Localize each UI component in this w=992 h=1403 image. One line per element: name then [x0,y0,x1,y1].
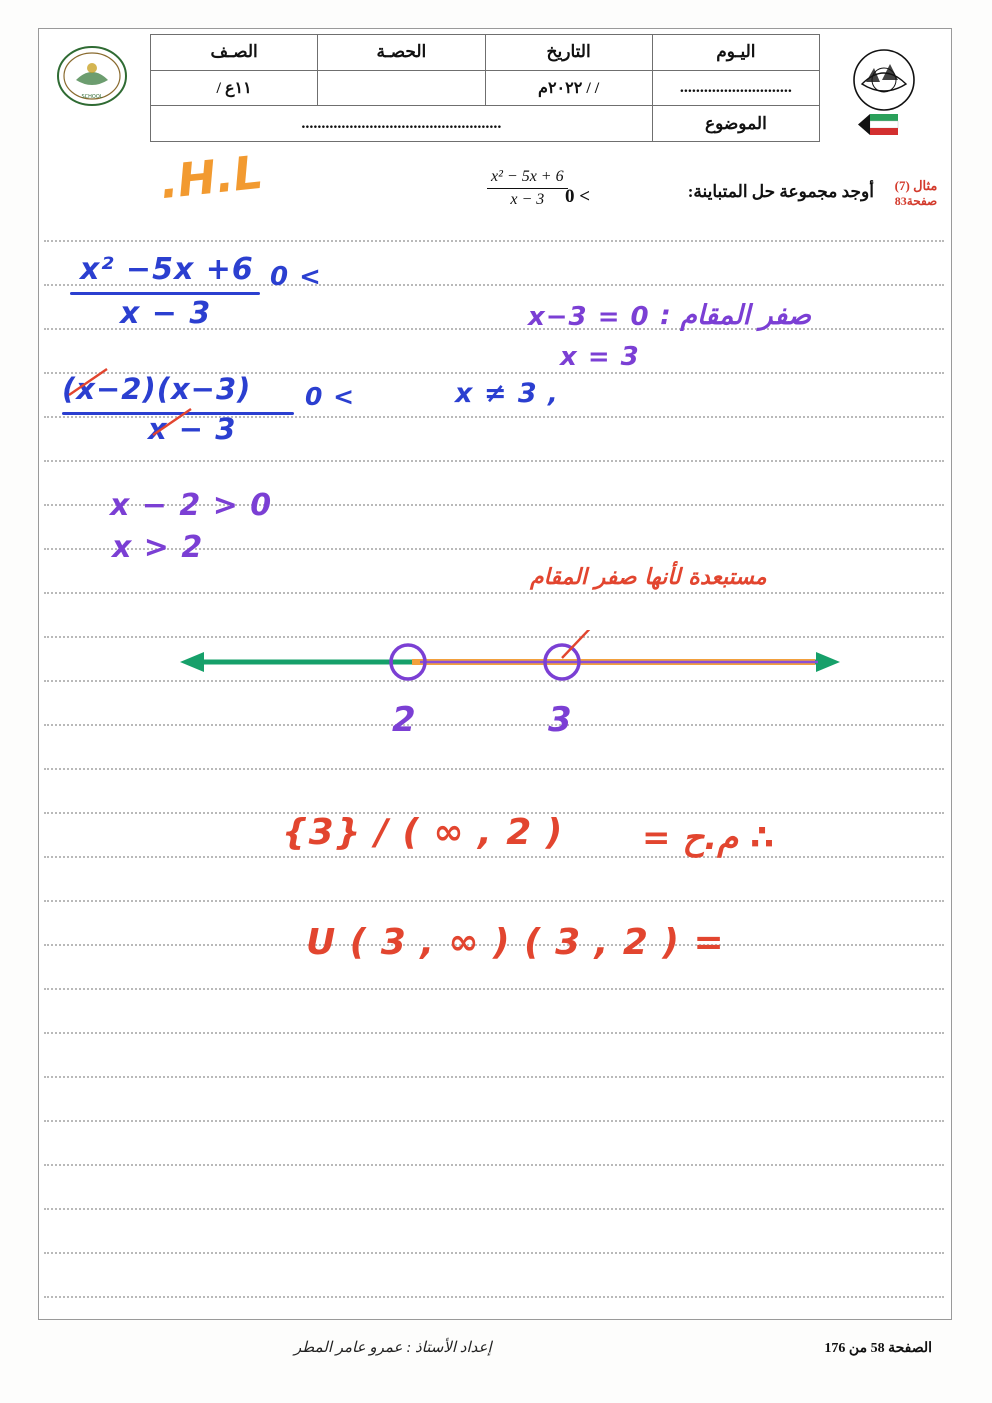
cancel-strokes [55,365,315,445]
header-label-day: اليـوم [652,35,819,71]
hw-step2-denominator: x − 3 [148,412,237,446]
example-tag [880,178,952,209]
header-value-class[interactable]: ١١ع / [151,70,318,106]
page-footer [44,1336,944,1384]
exercise-fraction [487,168,568,209]
svg-text:SCHOOL: SCHOOL [81,94,103,100]
hw-numberline-note: مستبعدة لأنها صفر المقام [530,565,767,590]
header-label-date: التاريخ [485,35,652,71]
hw-answer-line-2: = ( 2 , 3 ) U ( 3 , ∞ ) [306,922,725,963]
header-value-period[interactable] [318,70,485,106]
hw-step3: x − 2 > 0 [110,488,273,523]
header-label-subject: الموضوع [652,106,819,142]
hw-zero-denominator-equation: x−3 = 0 [528,302,650,332]
hw-step1-denominator: x − 3 [120,296,212,331]
header-label-period: الحصـة [318,35,485,71]
footer-teacher-name: إعداد الأستاذ : عمرو عامر المطر [294,1340,492,1356]
hw-point-2-label: 2 [392,700,417,740]
hw-step1-numerator: x² −5x +6 [80,252,254,287]
hw-zero-denominator-label: صفر المقام : [660,300,812,331]
exercise-relation: > 0 [565,186,591,207]
exercise-prompt: أوجد مجموعة حل المتباينة: [687,182,874,201]
hw-answer-line-1: ( 2 , ∞ ) / {3} [282,812,564,853]
hw-step2-note: ‚ x ≠ 3 [455,378,560,409]
header-value-day[interactable]: ............................ [652,70,819,106]
hw-step1-fraction-bar [70,292,260,295]
fraction-bar [487,188,568,189]
hw-zero-denominator-solution: x = 3 [560,342,640,372]
hw-step1-relation: > 0 [270,262,322,292]
header-label-class: الصـف [151,35,318,71]
example-number: مثال (7) [894,178,938,193]
school-crest-logo [52,44,132,108]
header-value-subject[interactable]: .................................................. [151,106,653,142]
hw-answer-label: ∴ م.ح = [642,818,774,858]
fraction-numerator: x² − 5x + 6 [491,168,564,185]
teacher-signature-mark: H.L. [157,144,266,210]
hw-step4: x > 2 [112,530,204,565]
header-value-date[interactable]: / / ٢٠٢٢م [485,70,652,106]
kuwait-ministry-emblem [836,40,932,152]
header-table [150,34,820,142]
hw-point-3-label: 3 [548,700,573,740]
hw-step2-numerator: (x−3)(x−2) [62,372,252,406]
number-line-diagram [170,630,850,700]
fraction-denominator: x − 3 [510,191,545,208]
example-page-ref: صفحة83 [894,194,938,209]
hw-step2-relation: > 0 [305,382,356,411]
footer-page-number: الصفحة 58 من 176 [824,1341,932,1356]
